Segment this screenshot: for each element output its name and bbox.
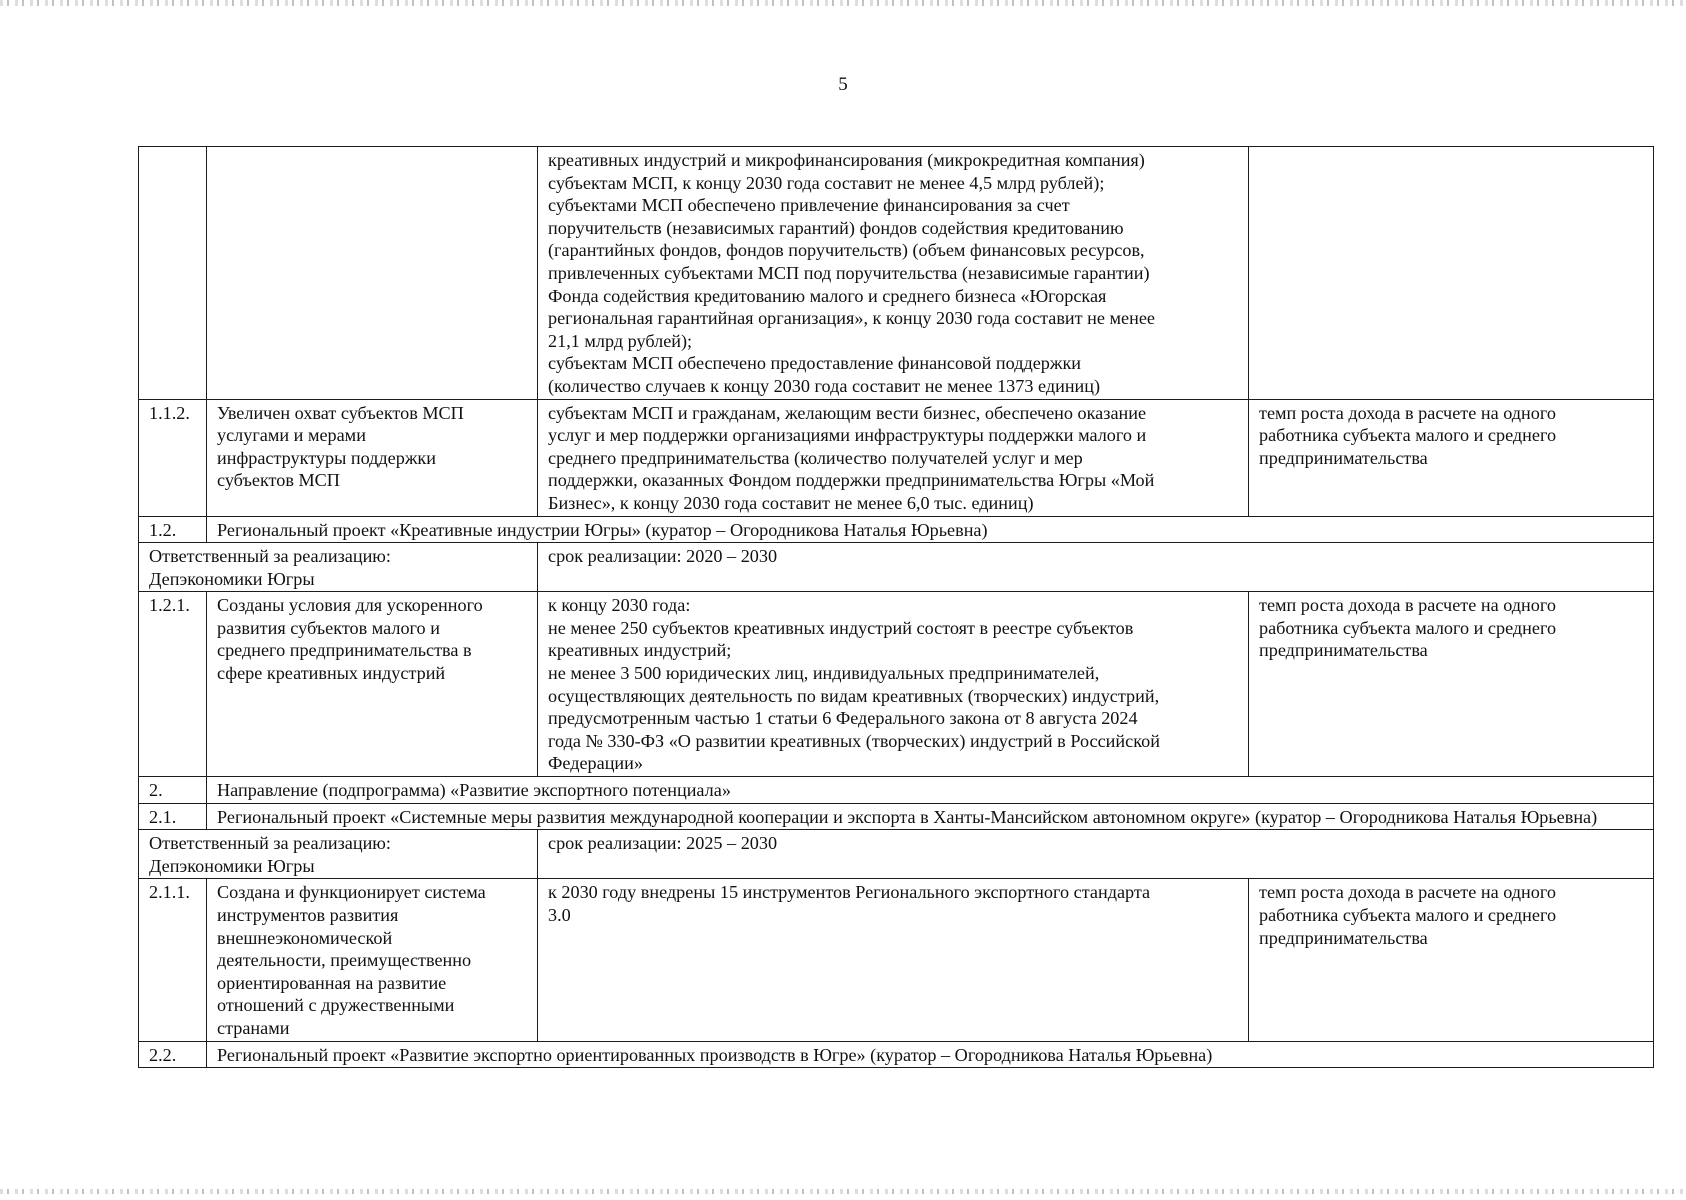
result-description-cell xyxy=(538,399,1249,516)
result-description-line: не менее 3 500 юридических лиц, индивидуальных предпринимателей, xyxy=(548,663,1100,684)
implementation-term: срок реализации: 2025 – 2030 xyxy=(538,830,1654,879)
section-row xyxy=(139,1041,1654,1068)
indicator-line: предпринимательства xyxy=(1259,447,1428,468)
result-name-cell xyxy=(207,592,538,777)
responsible-label-line: Ответственный за реализацию: xyxy=(149,833,391,854)
responsible-row xyxy=(139,543,1654,592)
result-description-cell xyxy=(538,879,1249,1041)
result-description-line: субъектам МСП и гражданам, желающим вести бизнес, обеспечено оказание xyxy=(548,402,1147,423)
result-description-line: 21,1 млрд рублей); xyxy=(548,330,693,351)
row-number xyxy=(139,147,207,400)
indicator-line: работника субъекта малого и среднего xyxy=(1259,905,1557,925)
table-row xyxy=(139,879,1654,1041)
result-description-line: осуществляющих деятельность по видам креативных (творческих) индустрий, xyxy=(548,685,1160,706)
table-row xyxy=(139,399,1654,516)
section-title: Региональный проект «Системные меры развития международной кооперации и экспорта в Ханты-Мансийском автономном округе» (куратор – Огородникова Наталья Юрьевна) xyxy=(207,803,1654,830)
result-description-line: (гарантийных фондов, фондов поручительств) (объем финансовых ресурсов, xyxy=(548,240,1145,261)
result-description-cell xyxy=(538,592,1249,777)
result-description-line: поручительств (независимых гарантий) фондов содействия кредитованию xyxy=(548,217,1124,238)
result-name-line: инфраструктуры поддержки xyxy=(217,447,436,468)
indicator-cell xyxy=(1249,147,1654,400)
responsible-label-line: Ответственный за реализацию: xyxy=(149,546,391,567)
indicator-line: темп роста дохода в расчете на одного xyxy=(1259,595,1556,616)
indicator-line: предпринимательства xyxy=(1259,927,1428,948)
result-description-line: Федерации» xyxy=(548,753,643,774)
result-name-cell xyxy=(207,399,538,516)
responsible-label-line: Депэкономики Югры xyxy=(149,855,315,876)
result-description-line: услуг и мер поддержки организациями инфраструктуры поддержки малого и xyxy=(548,425,1147,446)
result-name-line: среднего предпринимательства в xyxy=(217,640,472,661)
responsible-row xyxy=(139,830,1654,879)
table-row xyxy=(139,592,1654,777)
indicator-line: работника субъекта малого и среднего xyxy=(1259,617,1557,638)
scan-edge-top xyxy=(0,0,1686,6)
indicator-line: работника субъекта малого и среднего xyxy=(1259,425,1557,446)
result-name-cell xyxy=(207,147,538,400)
responsible-label xyxy=(139,830,538,879)
measures-table xyxy=(138,146,1654,1068)
result-name-line: услугами и мерами xyxy=(217,425,366,446)
result-name-line: развития субъектов малого и xyxy=(217,617,440,638)
row-number: 2.1.1. xyxy=(139,879,207,1041)
indicator-line: темп роста дохода в расчете на одного xyxy=(1259,402,1556,423)
section-row xyxy=(139,803,1654,830)
scan-edge-bottom xyxy=(0,1189,1686,1194)
result-description-line: к 2030 году внедрены 15 инструментов Регионального экспортного стандарта xyxy=(548,882,1151,903)
result-name-line: внешнеэкономической xyxy=(217,927,393,948)
result-description-line: предусмотренным частью 1 статьи 6 Федерального закона от 8 августа 2024 xyxy=(548,708,1138,729)
section-number: 1.2. xyxy=(139,516,207,543)
row-number: 1.2.1. xyxy=(139,592,207,777)
result-description-line: субъектами МСП обеспечено привлечение финансирования за счет xyxy=(548,195,1070,216)
result-name-cell xyxy=(207,879,538,1041)
result-description-line: региональная гарантийная организация», к концу 2030 года составит не менее xyxy=(548,308,1155,329)
indicator-cell xyxy=(1249,592,1654,777)
section-title: Направление (подпрограмма) «Развитие экспортного потенциала» xyxy=(207,777,1654,804)
section-title: Региональный проект «Креативные индустрии Югры» (куратор – Огородникова Наталья Юрьевна) xyxy=(207,516,1654,543)
responsible-label xyxy=(139,543,538,592)
result-name-line: ориентированная на развитие xyxy=(217,972,447,993)
result-description-line: субъектам МСП обеспечено предоставление финансовой поддержки xyxy=(548,353,1082,374)
section-number: 2. xyxy=(139,777,207,804)
result-name-line: отношений с дружественными xyxy=(217,995,455,1016)
responsible-label-line: Депэкономики Югры xyxy=(149,568,315,589)
result-description-line: Фонда содействия кредитованию малого и среднего бизнеса «Югорская xyxy=(548,285,1107,306)
indicator-cell xyxy=(1249,879,1654,1041)
result-description-line: не менее 250 субъектов креативных индустрий состоят в реестре субъектов xyxy=(548,617,1134,638)
result-description-line: субъектам МСП, к концу 2030 года составит не менее 4,5 млрд рублей); xyxy=(548,172,1105,193)
result-name-line: субъектов МСП xyxy=(217,470,340,491)
result-description-line: поддержки, оказанных Фондом поддержки предпринимательства Югры «Мой xyxy=(548,470,1155,491)
result-description-line: Бизнес», к концу 2030 года составит не менее 6,0 тыс. единиц) xyxy=(548,492,1034,513)
implementation-term: срок реализации: 2020 – 2030 xyxy=(538,543,1654,592)
result-description-line: к концу 2030 года: xyxy=(548,595,691,616)
indicator-line: темп роста дохода в расчете на одного xyxy=(1259,882,1556,903)
result-name-line: сфере креативных индустрий xyxy=(217,663,446,684)
result-name-line: инструментов развития xyxy=(217,905,399,925)
result-description-line: креативных индустрий и микрофинансирования (микрокредитная компания) xyxy=(548,150,1145,170)
section-number: 2.1. xyxy=(139,803,207,830)
row-number: 1.1.2. xyxy=(139,399,207,516)
result-name-line: странами xyxy=(217,1017,290,1038)
table-body xyxy=(139,147,1654,1068)
section-row xyxy=(139,777,1654,804)
section-row xyxy=(139,516,1654,543)
result-name-line: Создана и функционирует система xyxy=(217,882,486,903)
result-description-line: года № 330-ФЗ «О развитии креативных (творческих) индустрий в Российской xyxy=(548,730,1160,751)
result-description-line: 3.0 xyxy=(548,905,571,925)
table-row xyxy=(139,147,1654,400)
result-description-line: привлеченных субъектами МСП под поручительства (независимые гарантии) xyxy=(548,262,1150,283)
result-name-line: Созданы условия для ускоренного xyxy=(217,595,483,616)
result-name-line: Увеличен охват субъектов МСП xyxy=(217,402,464,423)
result-name-line: деятельности, преимущественно xyxy=(217,950,472,971)
result-description-cell xyxy=(538,147,1249,400)
section-title: Региональный проект «Развитие экспортно ориентированных производств в Югре» (куратор – Огородникова Наталья Юрьевна) xyxy=(207,1041,1654,1068)
page-number: 5 xyxy=(838,74,848,95)
indicator-line: предпринимательства xyxy=(1259,640,1428,661)
result-description-line: креативных индустрий; xyxy=(548,640,732,661)
section-number: 2.2. xyxy=(139,1041,207,1068)
indicator-cell xyxy=(1249,399,1654,516)
result-description-line: среднего предпринимательства (количество получателей услуг и мер xyxy=(548,447,1083,468)
result-description-line: (количество случаев к концу 2030 года составит не менее 1373 единиц) xyxy=(548,375,1101,396)
